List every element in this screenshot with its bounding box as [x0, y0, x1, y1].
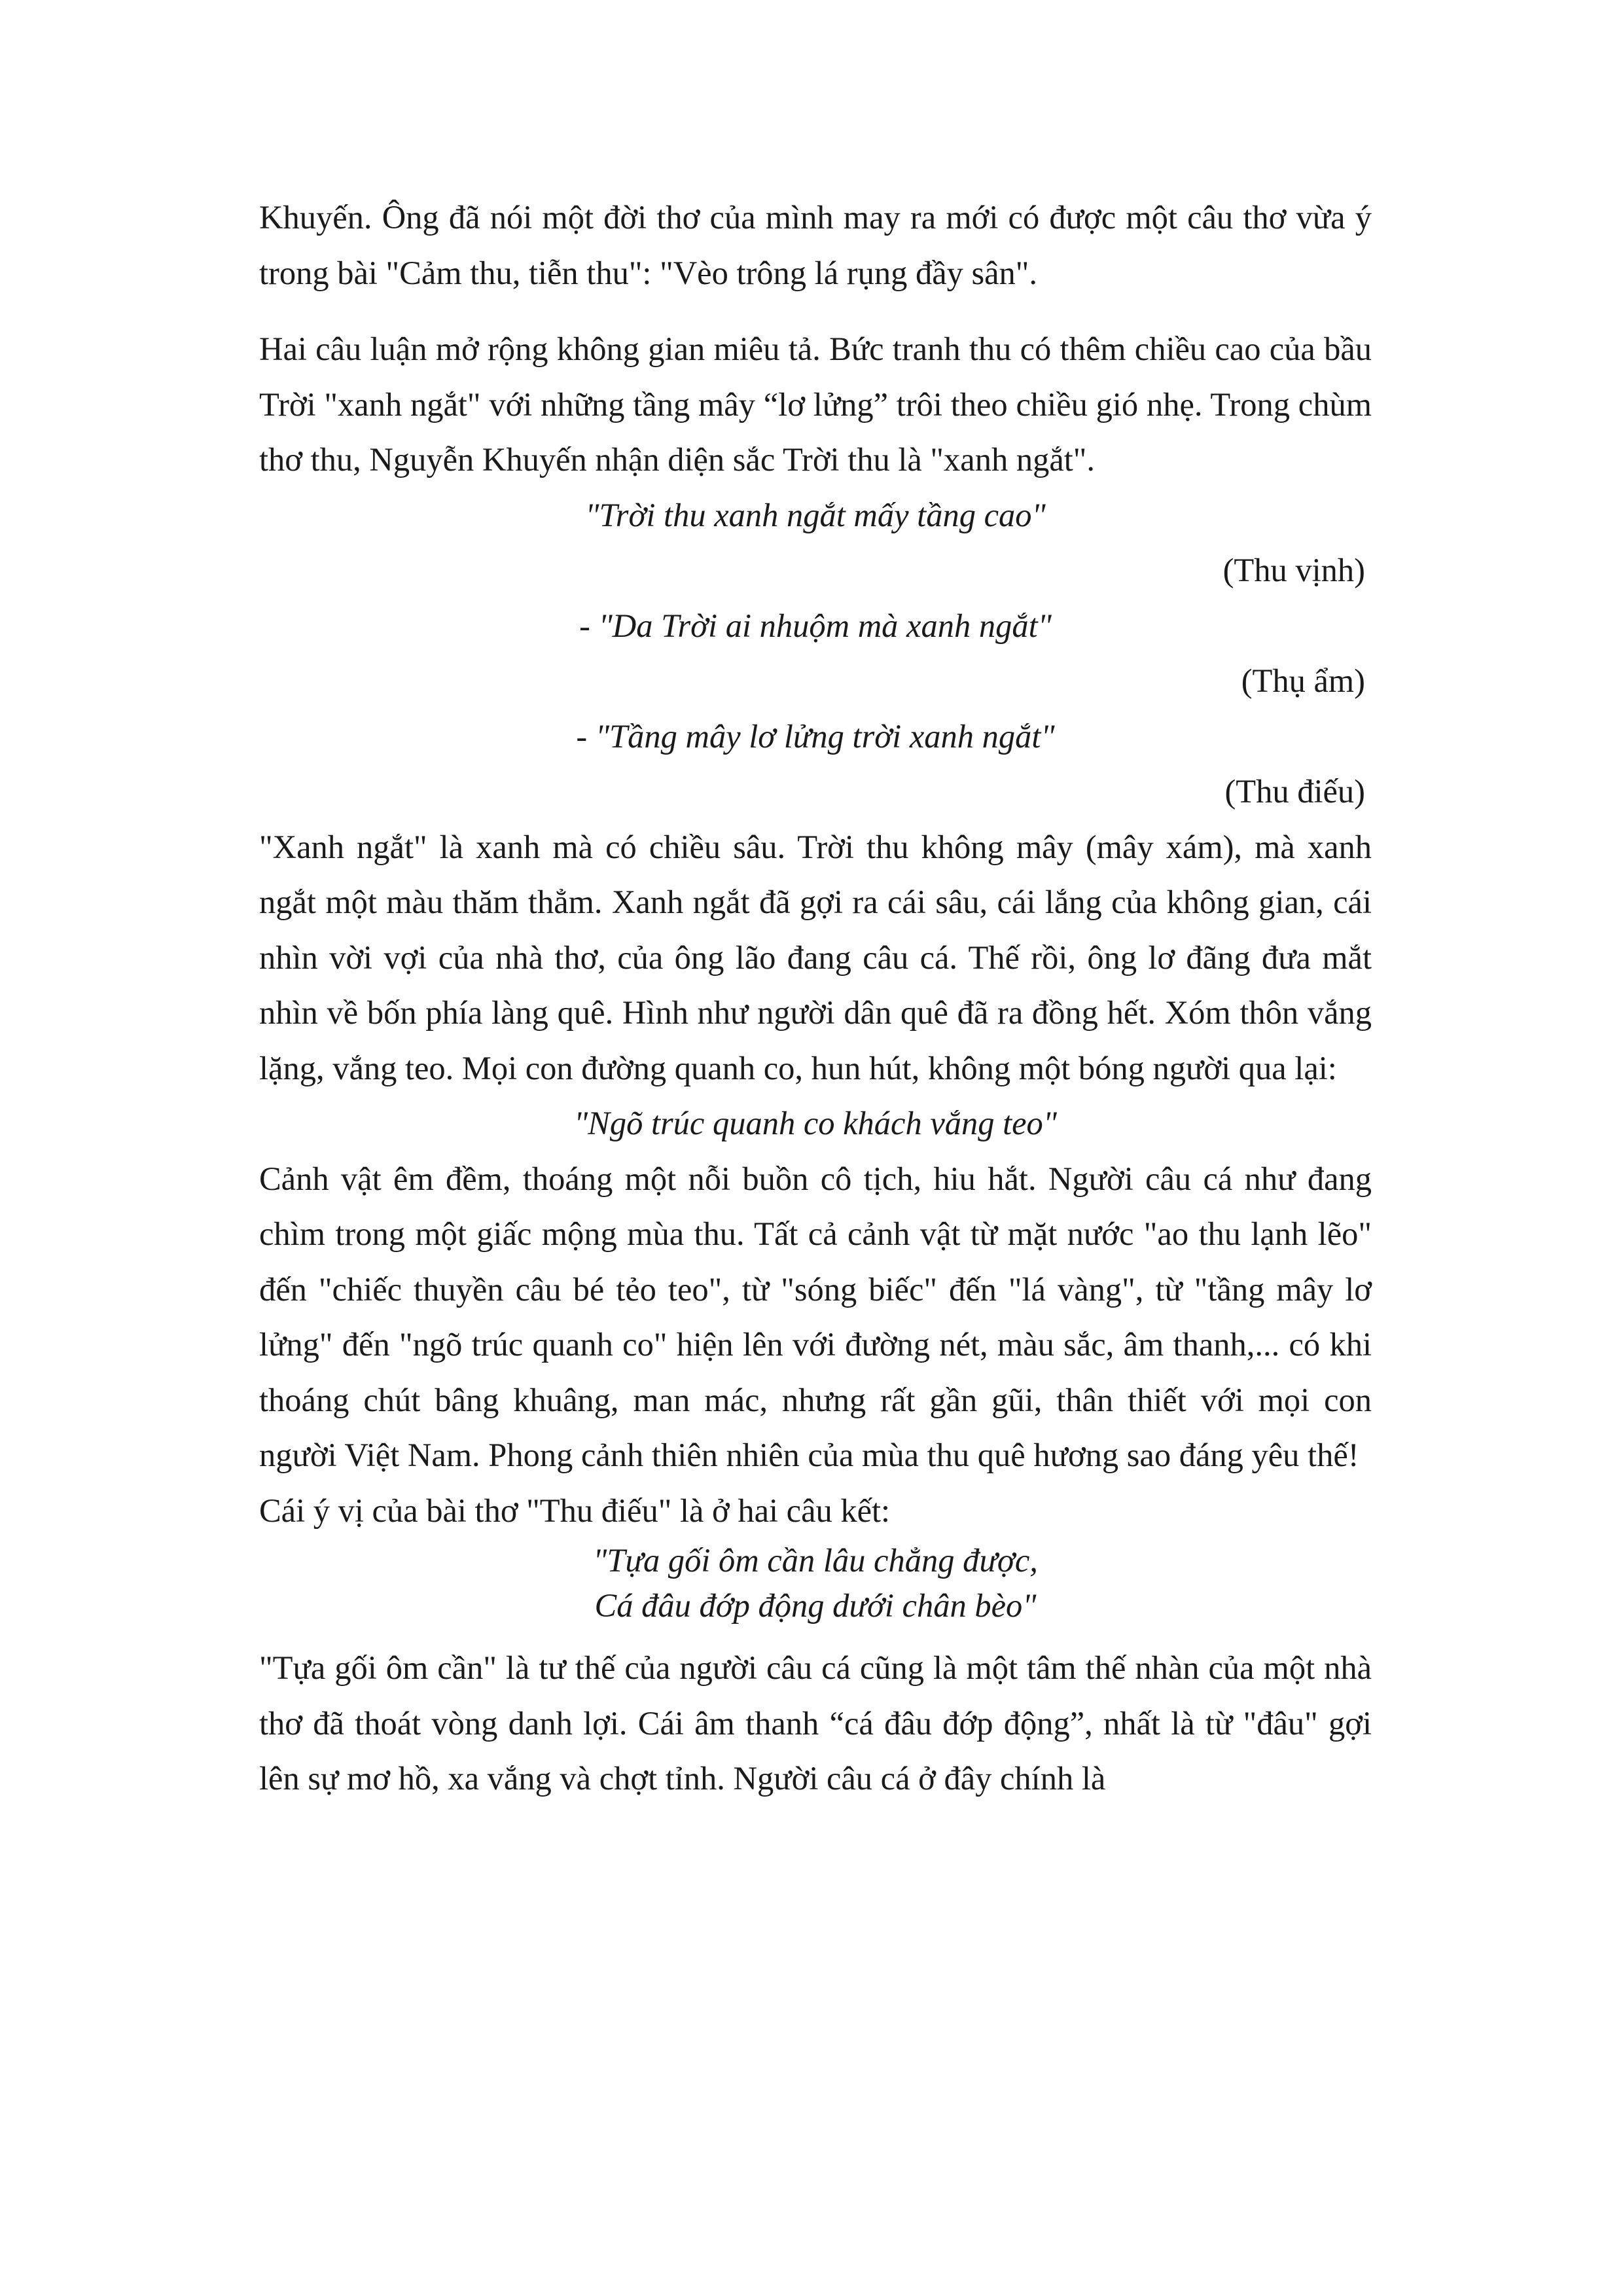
- paragraph-y-vi: Cái ý vị của bài thơ "Thu điếu" là ở hai câu kết:: [259, 1492, 891, 1529]
- source-thu-vinh: (Thu vịnh): [1222, 552, 1365, 588]
- paragraph-tua-goi: "Tựa gối ôm cần" là tư thế của người câu cá cũng là một tâm thế nhàn của một nhà thơ đã thoát vòng danh lợi. Cái âm thanh “cá đâu đớp động”, nhất là từ "đâu" gợi lên sự mơ hồ, xa vắng và chợt tỉnh. Người câu cá ở đây chính là: [259, 1649, 1372, 1797]
- paragraph-xanh-ngat: "Xanh ngắt" là xanh mà có chiều sâu. Trời thu không mây (mây xám), mà xanh ngắt một màu thăm thẳm. Xanh ngắt đã gợi ra cái sâu, cái lắng của không gian, cái nhìn vời vợi của nhà thơ, của ông lão đang câu cá. Thế rồi, ông lơ đãng đưa mắt nhìn về bốn phía làng quê. Hình như người dân quê đã ra đồng hết. Xóm thôn vắng lặng, vắng teo. Mọi con đường quanh co, hun hút, không một bóng người qua lại:: [259, 828, 1372, 1086]
- verse-ngo-truc: "Ngõ trúc quanh co khách vắng teo": [573, 1105, 1058, 1141]
- verse-thu-am: - "Da Trời ai nhuộm mà xanh ngắt": [579, 607, 1052, 644]
- source-thu-am: (Thụ ẩm): [1241, 662, 1365, 699]
- paragraph-khuyen-quote: Khuyến. Ông đã nói một đời thơ của mình may ra mới có được một câu thơ vừa ý trong bài "Cảm thu, tiễn thu": "Vèo trông lá rụng đầy sân".: [259, 199, 1372, 291]
- verse-thu-vinh: "Trời thu xanh ngắt mấy tầng cao": [585, 496, 1046, 533]
- paragraph-hai-cau-luan: Hai câu luận mở rộng không gian miêu tả. Bức tranh thu có thêm chiều cao của bầu Trời "xanh ngắt" với những tầng mây “lơ lửng” trôi theo chiều gió nhẹ. Trong chùm thơ thu, Nguyễn Khuyến nhận diện sắc Trời thu là "xanh ngắt".: [259, 331, 1372, 478]
- source-thu-dieu: (Thu điếu): [1224, 773, 1365, 810]
- couplet-line-2: Cá đâu đớp động dưới chân bèo": [594, 1587, 1037, 1624]
- couplet-line-1: "Tựa gối ôm cần lâu chẳng được,: [593, 1542, 1038, 1579]
- couplet-cau-ket: [259, 1538, 1372, 1628]
- document-page: [259, 190, 1372, 1806]
- verse-thu-dieu: - "Tầng mây lơ lửng trời xanh ngắt": [576, 717, 1055, 755]
- paragraph-canh-vat: Cảnh vật êm đềm, thoáng một nỗi buồn cô tịch, hiu hắt. Người câu cá như đang chìm trong một giấc mộng mùa thu. Tất cả cảnh vật từ mặt nước "ao thu lạnh lẽo" đến "chiếc thuyền câu bé tẻo teo", từ "sóng biếc" đến "lá vàng", từ "tầng mây lơ lửng" đến "ngõ trúc quanh co" hiện lên với đường nét, màu sắc, âm thanh,... có khi thoáng chút bâng khuâng, man mác, nhưng rất gần gũi, thân thiết với mọi con người Việt Nam. Phong cảnh thiên nhiên của mùa thu quê hương sao đáng yêu thế!: [259, 1160, 1372, 1473]
